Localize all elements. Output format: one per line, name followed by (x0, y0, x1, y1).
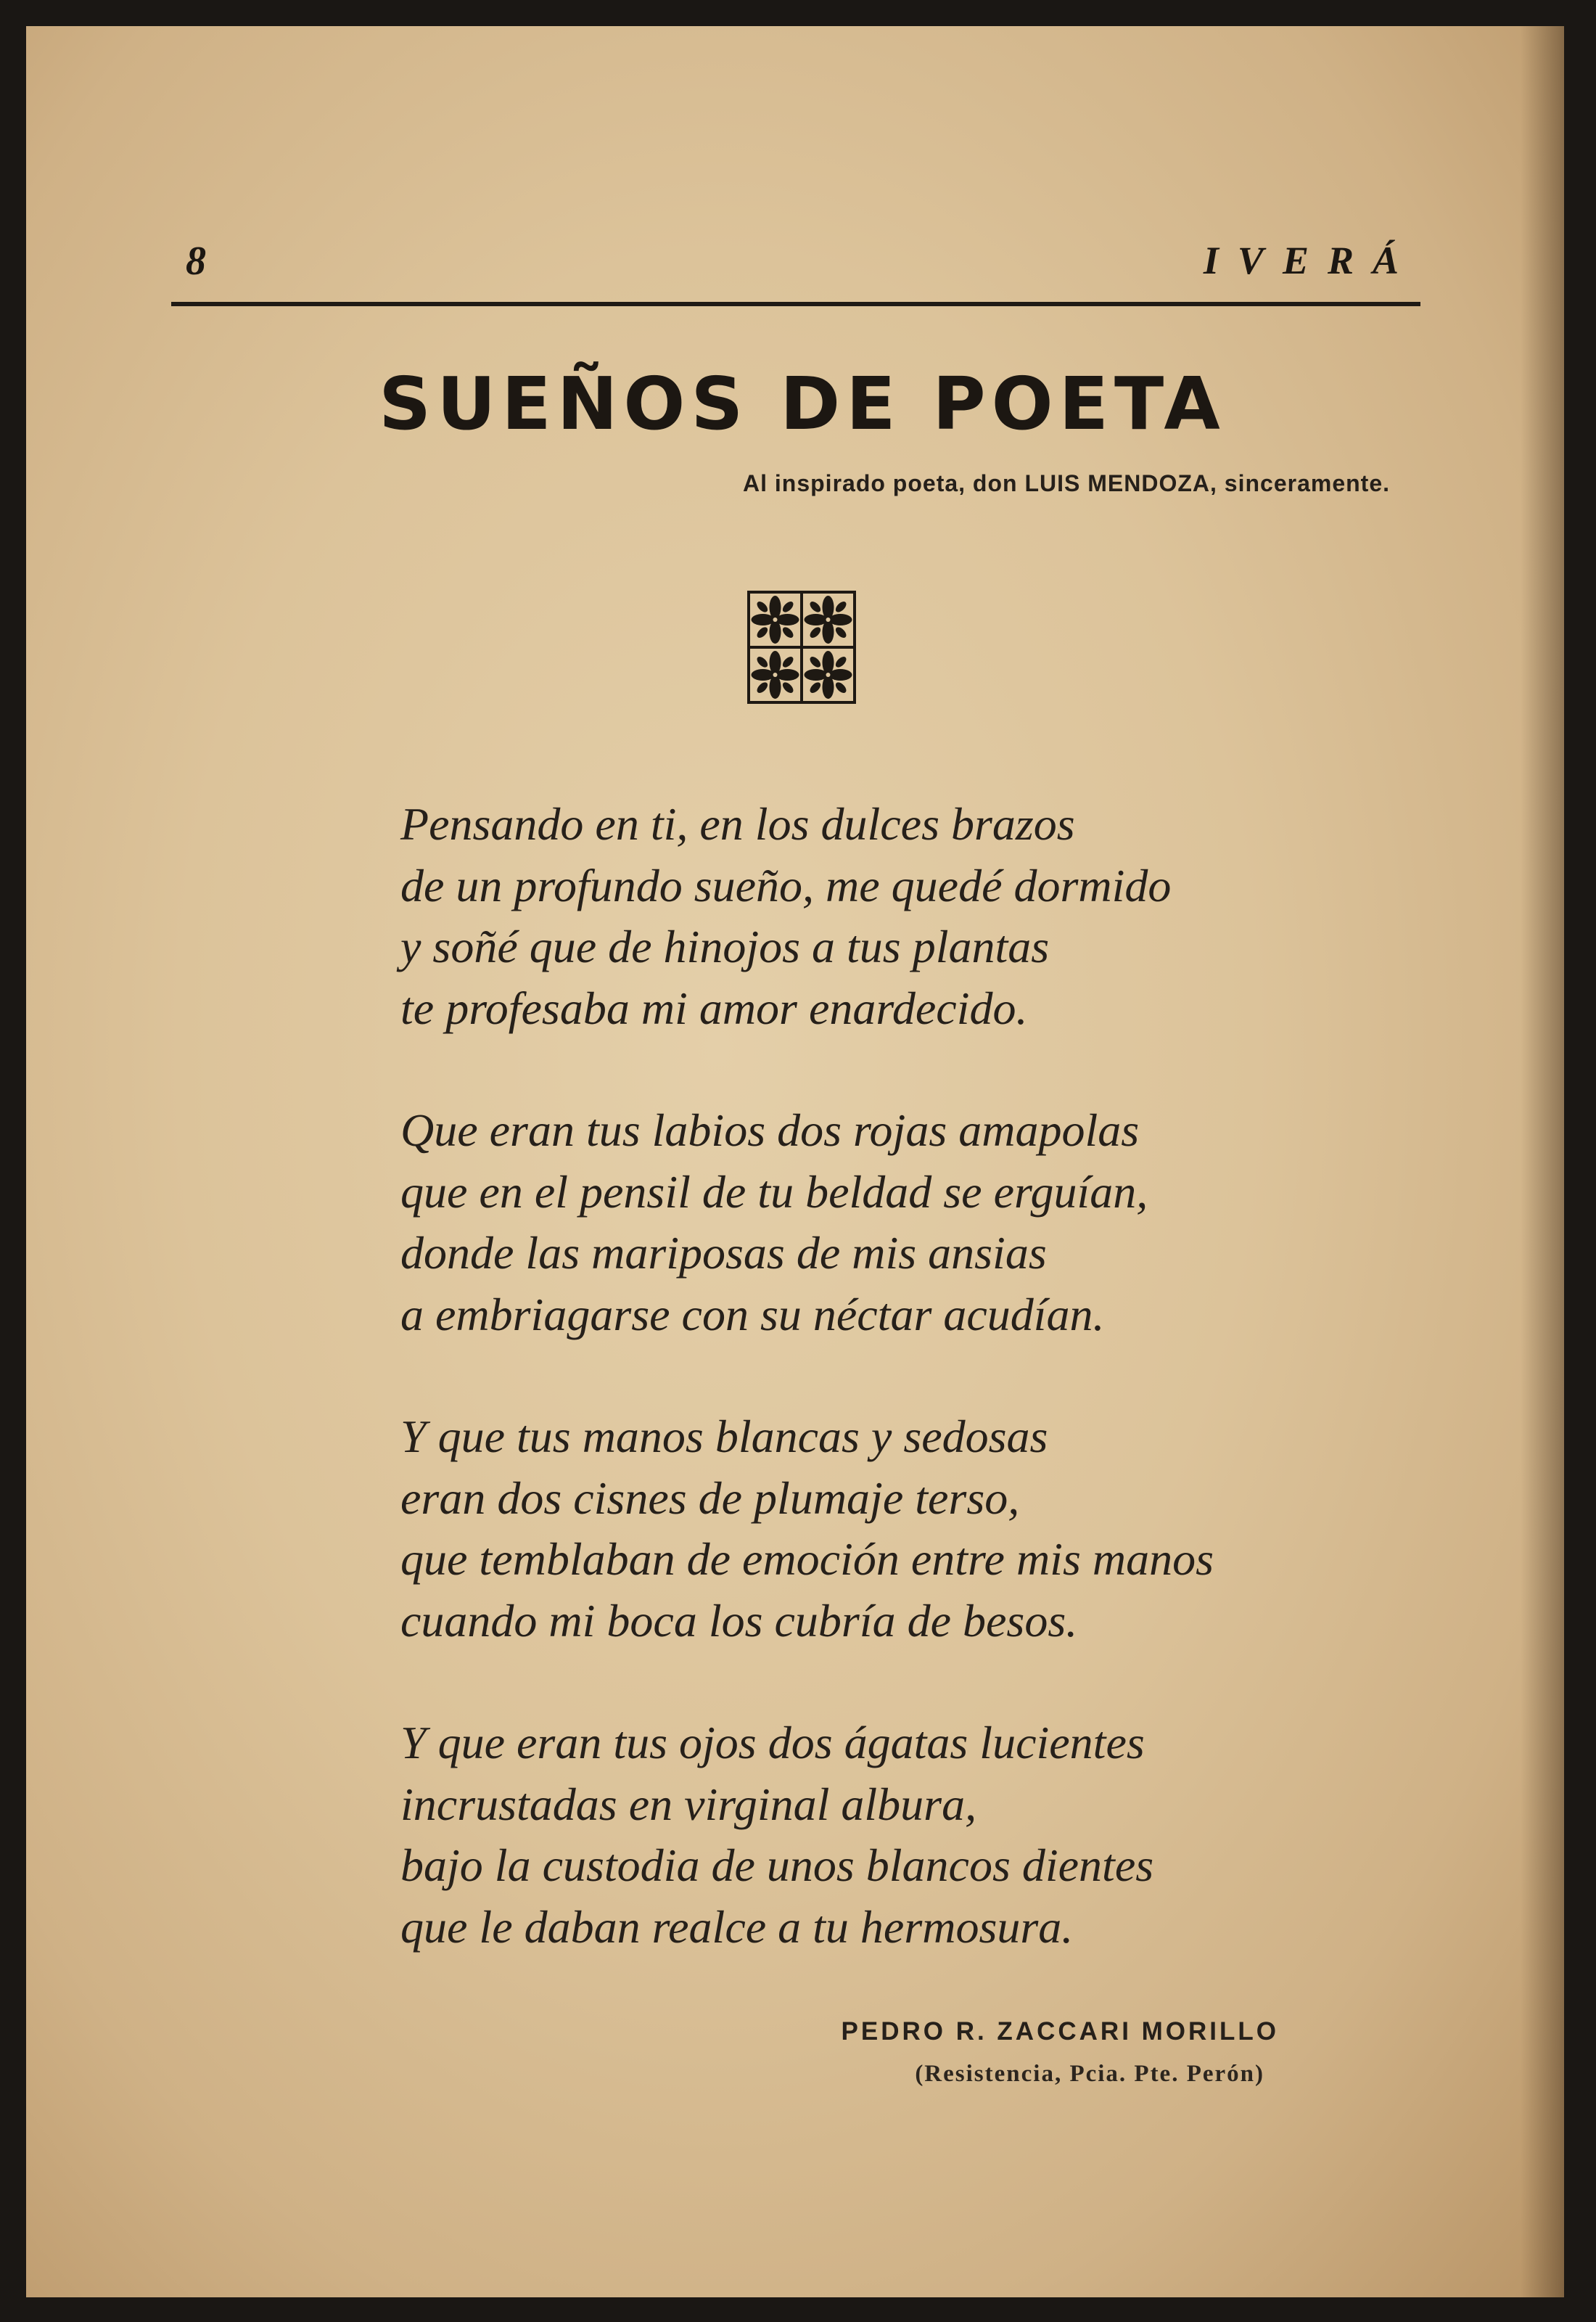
poem-line: de un profundo sueño, me quedé dormido (400, 859, 1172, 911)
poem-line: te profesaba mi amor enardecido. (400, 982, 1028, 1034)
stanza (400, 1406, 1344, 1652)
page-number: 8 (186, 239, 206, 284)
poem-line: y soñé que de hinojos a tus plantas (400, 921, 1050, 972)
poem-line: Y que tus manos blancas y sedosas (400, 1411, 1048, 1462)
author-name: PEDRO R. ZACCARI MORILLO (841, 2017, 1279, 2046)
poem-line: cuando mi boca los cubría de besos. (400, 1594, 1078, 1646)
poem-line: a embriagarse con su néctar acudían. (400, 1288, 1105, 1340)
poem-line: eran dos cisnes de plumaje terso, (400, 1472, 1020, 1524)
poem-line: bajo la custodia de unos blancos dientes (400, 1839, 1154, 1891)
page-header (167, 238, 1420, 293)
poem-body (400, 794, 1344, 1958)
document-page (26, 26, 1564, 2297)
dedication: Al inspirado poeta, don LUIS MENDOZA, sinceramente. (743, 470, 1390, 496)
poem-line: que temblaban de emoción entre mis manos (400, 1533, 1214, 1585)
poem-line: donde las mariposas de mis ansias (400, 1227, 1047, 1279)
poem-line: Y que eran tus ojos dos ágatas lucientes (400, 1717, 1145, 1768)
poem-line: incrustadas en virginal albura, (400, 1778, 977, 1830)
stanza (400, 1712, 1344, 1958)
header-rule (171, 302, 1420, 306)
poem-line: Pensando en ti, en los dulces brazos (400, 798, 1075, 850)
stanza (400, 794, 1344, 1039)
poem-line: que le daban realce a tu hermosura. (400, 1900, 1074, 1953)
poem-line: que en el pensil de tu beldad se erguían, (400, 1165, 1148, 1218)
poem-line: Que eran tus labios dos rojas amapolas (400, 1104, 1140, 1156)
author-location: (Resistencia, Pcia. Pte. Perón) (915, 2061, 1264, 2087)
running-title: IVERÁ (1203, 239, 1418, 282)
stanza (400, 1100, 1344, 1345)
floral-ornament-icon (747, 591, 856, 704)
poem-title: SUEÑOS DE POETA (379, 361, 1226, 446)
